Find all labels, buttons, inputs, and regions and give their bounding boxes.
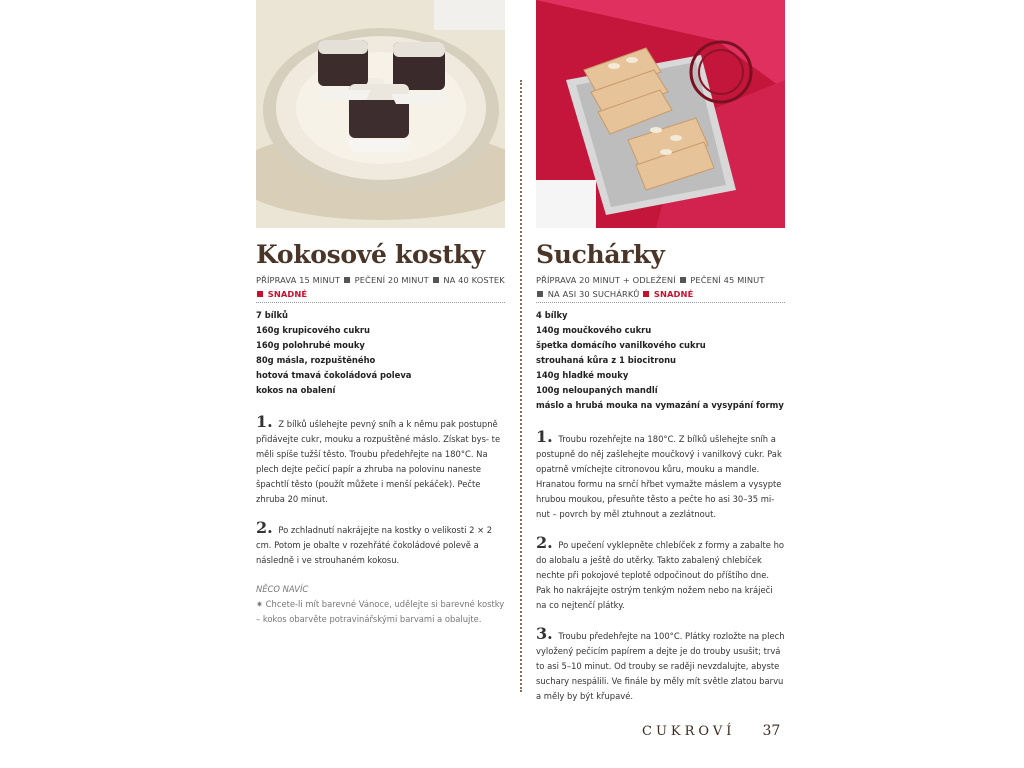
yield: NA ASI 30 SUCHÁRKŮ (547, 289, 640, 299)
almond-biscotti-photo (536, 0, 785, 228)
dotted-divider (256, 302, 505, 303)
step-text: Po upečení vyklepněte chlebíček z formy a zabalte ho do alobalu a ještě do utěrky. Takto zabalený chlebíček nechte při pokojové teplotě odpočinout do příštího dne. Pak ho nakrájejte ostrým tenkým nožem nebo na kráječi na co nejtenčí plátky. (536, 540, 784, 610)
bullet-square-icon (537, 291, 543, 297)
ingredient-item: 160g polohrubé mouky (256, 340, 365, 350)
step (536, 626, 785, 704)
step (536, 535, 785, 613)
step-text: Troubu předehřejte na 100°C. Plátky rozložte na plech vyložený pečicím papírem a dejte je do trouby usušit; trvá to asi 5–10 minut. Od trouby se raději nevzdalujte, abyste suchary nespálili. Ve finále by měly mít světle zlatou barvu a měly by být křupavé. (536, 631, 785, 701)
recipe-meta (256, 273, 505, 287)
ingredient-item: 7 bílků (256, 310, 289, 320)
bullet-square-icon (344, 277, 350, 283)
ingredients-list (256, 308, 505, 398)
prep-time: PŘÍPRAVA 20 MINUT + ODLEŽENÍ (536, 275, 676, 285)
step (256, 520, 505, 568)
ingredient-item: špetka domácího vanilkového cukru (536, 340, 706, 350)
step-number: 1. (256, 412, 273, 431)
step (536, 429, 785, 522)
ingredient-item: 100g neloupaných mandlí (536, 385, 658, 395)
step-text: Z bílků ušlehejte pevný sníh a k němu pak postupně přidávejte cukr, mouku a rozpuštěné máslo. Získat bys- te měli spíše tužší těsto. Troubu předehřejte na 180°C. Na plech dejte pečicí papír a zhruba na polovinu naneste špachtlí těsto (použít můžete i menší pekáček). Pečte zhruba 20 minut. (256, 419, 501, 504)
ingredient-item: máslo a hrubá mouka na vymazání a vysypání formy (536, 400, 784, 410)
step-text: Troubu rozehřejte na 180°C. Z bílků ušlehejte sníh a postupně do něj zašlehejte moučkový i vanilkový cukr. Pak opatrně vmíchejte citronovou kůru, mouku a mandle. Hranatou formu na srnčí hřbet vymažte máslem a vysypte hrubou moukou, přesuňte těsto a pečte ho asi 30–35 mi- nut – povrch by měl ztuhnout a zezlátnout. (536, 434, 782, 519)
yield-row (536, 287, 785, 301)
step-number: 2. (256, 518, 273, 537)
ingredient-item: 4 bílky (536, 310, 568, 320)
coconut-cubes-photo (256, 0, 505, 228)
difficulty-label: SNADNÉ (267, 289, 308, 299)
step-number: 2. (536, 533, 553, 552)
step-number: 3. (536, 624, 553, 643)
ingredient-item: strouhaná kůra z 1 biocitronu (536, 355, 677, 365)
step-text: Po zchladnutí nakrájejte na kostky o velikosti 2 × 2 cm. Potom je obalte v rozehřáté čokoládové polevě a následně i ve strouhaném kokosu. (256, 525, 493, 565)
difficulty-square-icon (257, 291, 263, 297)
bake-time: PEČENÍ 45 MINUT (690, 275, 765, 285)
extra-tip-title: NĚCO NAVÍC (256, 584, 309, 594)
step-number: 1. (536, 427, 553, 446)
column-divider (520, 80, 522, 692)
ingredients-list (536, 308, 785, 413)
yield: NA 40 KOSTEK (443, 275, 505, 285)
section-name: CUKROVÍ (642, 724, 736, 739)
bake-time: PEČENÍ 20 MINUT (354, 275, 429, 285)
recipe-sucharky (536, 0, 785, 704)
recipe-kokosove-kostky (256, 0, 505, 627)
ingredient-item: 140g moučkového cukru (536, 325, 652, 335)
difficulty-row (256, 287, 505, 301)
ingredient-item: 160g krupicového cukru (256, 325, 370, 335)
extra-tip-text: ✷ Chcete-li mít barevné Vánoce, udělejte si barevné kostky – kokos obarvěte potravinářskými barvami a obalujte. (256, 599, 505, 624)
ingredient-item: hotová tmavá čokoládová poleva (256, 370, 412, 380)
difficulty-square-icon (643, 291, 649, 297)
bullet-square-icon (433, 277, 439, 283)
page-number: 37 (762, 723, 781, 739)
recipe-meta (536, 273, 785, 287)
ingredient-item: 140g hladké mouky (536, 370, 629, 380)
difficulty-label: SNADNÉ (653, 289, 694, 299)
ingredient-item: 80g másla, rozpuštěného (256, 355, 376, 365)
page-footer (642, 720, 780, 739)
recipe-title: Kokosové kostky (256, 240, 485, 269)
step (256, 414, 505, 507)
prep-time: PŘÍPRAVA 15 MINUT (256, 275, 341, 285)
bullet-square-icon (680, 277, 686, 283)
ingredient-item: kokos na obalení (256, 385, 336, 395)
dotted-divider (536, 302, 785, 303)
recipe-title: Suchárky (536, 240, 665, 269)
